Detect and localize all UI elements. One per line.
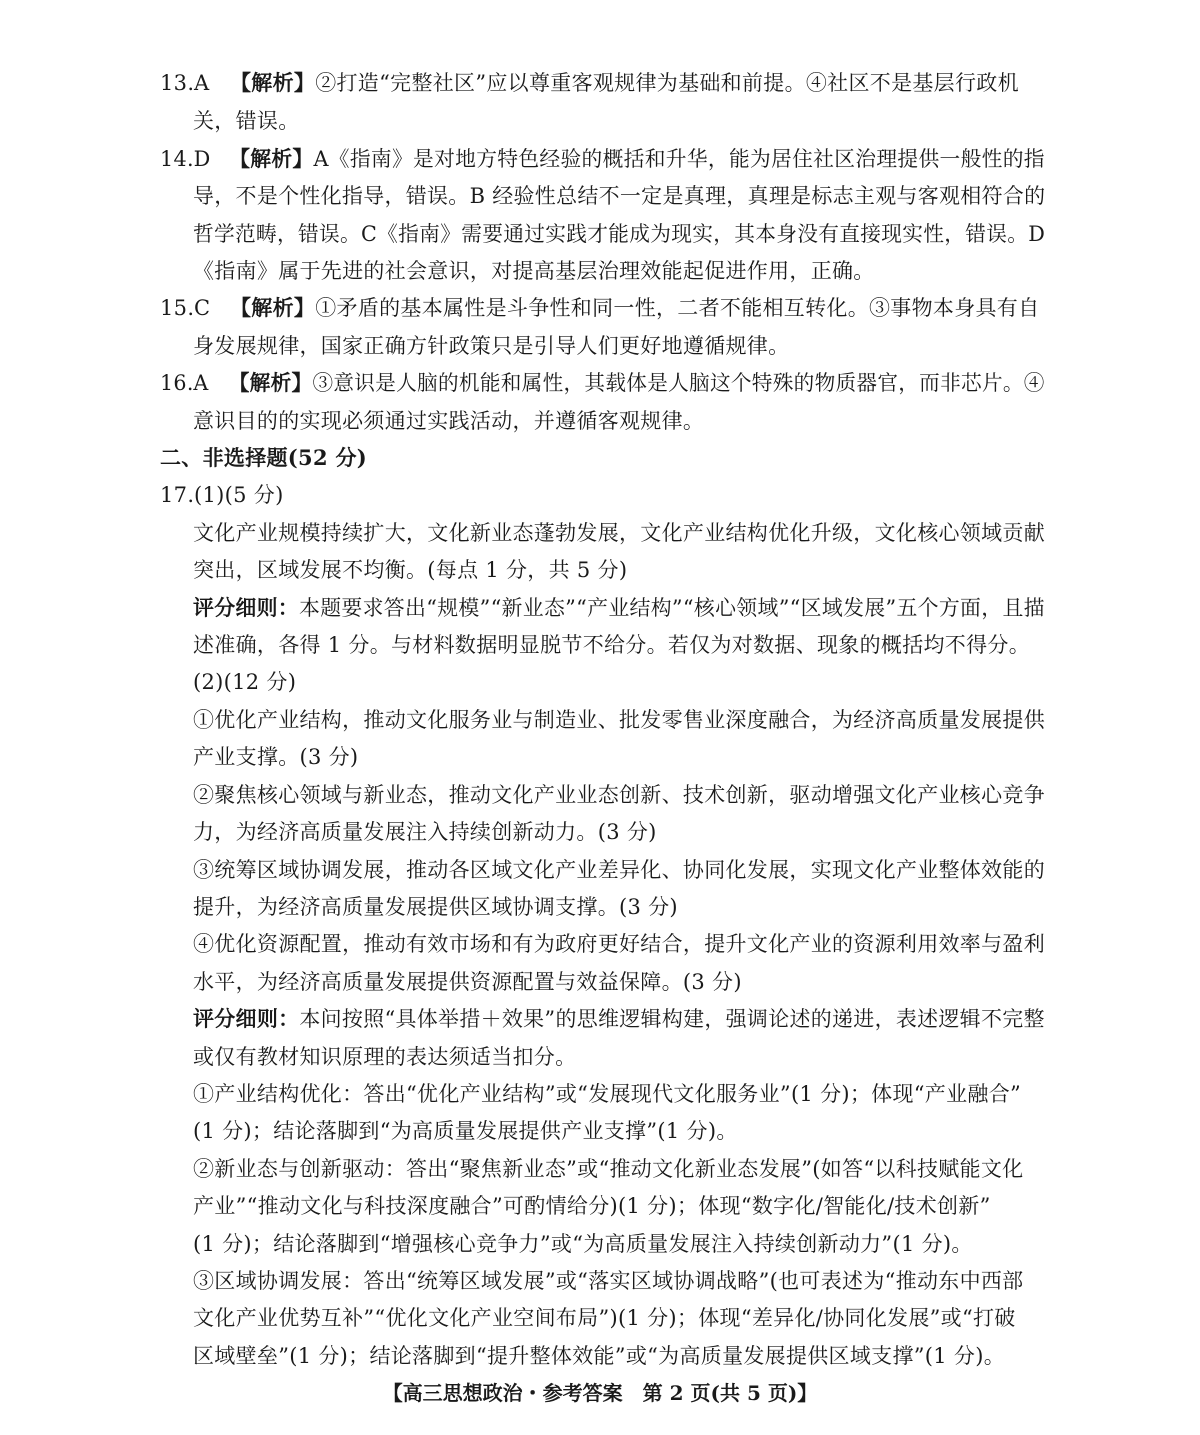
q17-p2-answer2-1: ②聚焦核心领域与新业态，推动文化产业业态创新、技术创新，驱动增强文化产业核心竞争 (193, 783, 1045, 807)
q15-answer: C (194, 296, 211, 320)
q17-p2-rule-2: 或仅有教材知识原理的表达须适当扣分。 (193, 1045, 577, 1069)
page-footer: 【高三思想政治・参考答案 第 2 页(共 5 页)】 (382, 1381, 818, 1405)
q17-part1-heading: (1)(5 分) (194, 483, 284, 507)
q13-line-1 (160, 69, 1019, 97)
q16-line-2: 意识目的的实现必须通过实践活动，并遵循客观规律。 (193, 409, 705, 433)
q17-p2-rule-item3-3: 区域壁垒”(1 分)；结论落脚到“提升整体效能”或“为高质量发展提供区域支撑”(1 分)。 (193, 1344, 1006, 1368)
q17-number: 17. (160, 483, 195, 507)
q17-p2-rule-item3-2: 文化产业优势互补”“优化文化产业空间布局”)(1 分)；体现“差异化/协同化发展”或“打破 (193, 1306, 1016, 1330)
q17-p2-answer3-1: ③统筹区域协调发展，推动各区域文化产业差异化、协同化发展，实现文化产业整体效能的 (193, 858, 1045, 882)
q17-p2-rule-item2-1: ②新业态与创新驱动：答出“聚焦新业态”或“推动文化新业态发展”(如答“以科技赋能文化 (193, 1157, 1024, 1181)
q13-number: 13. (160, 71, 195, 95)
q17-p2-answer1-2: 产业支撑。(3 分) (193, 745, 359, 769)
q16-number: 16. (160, 371, 194, 395)
q13-text: ②打造“完整社区”应以尊重客观规律为基础和前提。④社区不是基层行政机 (315, 71, 1019, 95)
q14-number: 14. (160, 147, 194, 171)
q17-p1-rule-label: 评分细则： (193, 595, 300, 620)
q17-p2-answer4-2: 水平，为经济高质量发展提供资源配置与效益保障。(3 分) (193, 970, 742, 994)
q13-answer: A (194, 71, 210, 95)
q17-p2-answer3-2: 提升，为经济高质量发展提供区域协调支撑。(3 分) (193, 895, 678, 919)
q13-line-2: 关，错误。 (193, 109, 300, 133)
q14-text: A《指南》是对地方特色经验的概括和升华，能为居住社区治理提供一般性的指 (313, 147, 1045, 171)
q17-p2-rule-item3-1: ③区域协调发展：答出“统筹区域发展”或“落实区域协调战略”(也可表述为“推动东中西部 (193, 1269, 1024, 1293)
q15-text: ①矛盾的基本属性是斗争性和同一性，二者不能相互转化。③事物本身具有自 (315, 296, 1040, 320)
q13-analysis-tag: 【解析】 (230, 70, 316, 95)
q17-p2-answer1-1: ①优化产业结构，推动文化服务业与制造业、批发零售业深度融合，为经济高质量发展提供 (193, 708, 1045, 732)
q15-analysis-tag: 【解析】 (230, 295, 316, 320)
q16-answer: A (193, 371, 209, 395)
q17-p2-answer2-2: 力，为经济高质量发展注入持续创新动力。(3 分) (193, 820, 657, 844)
q17-p2-rule-1 (193, 1005, 1045, 1033)
q17-part2-heading: (2)(12 分) (193, 670, 297, 694)
q17-line-1 (160, 481, 284, 509)
q14-answer: D (193, 147, 211, 171)
q17-p1-rule-2: 述准确，各得 1 分。与材料数据明显脱节不给分。若仅为对数据、现象的概括均不得分。 (193, 633, 1031, 657)
q17-p2-rule-item1-2: (1 分)；结论落脚到“为高质量发展提供产业支撑”(1 分)。 (193, 1119, 738, 1143)
q16-text: ③意识是人脑的机能和属性，其载体是人脑这个特殊的物质器官，而非芯片。④ (312, 371, 1045, 395)
q16-line-1 (160, 369, 1045, 397)
q15-line-1 (160, 294, 1039, 322)
q17-p2-rule-text: 本问按照“具体举措＋效果”的思维逻辑构建，强调论述的递进，表述逻辑不完整 (299, 1007, 1045, 1031)
q17-p2-answer4-1: ④优化资源配置，推动有效市场和有为政府更好结合，提升文化产业的资源利用效率与盈利 (193, 932, 1045, 956)
q17-p1-answer-2: 突出，区域发展不均衡。(每点 1 分，共 5 分) (193, 558, 628, 582)
q15-number: 15. (160, 296, 195, 320)
q14-line-3: 哲学范畴，错误。C《指南》需要通过实践才能成为现实，其本身没有直接现实性，错误。D (193, 222, 1046, 246)
q16-analysis-tag: 【解析】 (228, 370, 313, 395)
q14-line-1 (160, 145, 1045, 173)
q17-p1-rule-text: 本题要求答出“规模”“新业态”“产业结构”“核心领域”“区域发展”五个方面，且描 (299, 596, 1045, 620)
q17-p2-rule-item1-1: ①产业结构优化：答出“优化产业结构”或“发展现代文化服务业”(1 分)；体现“产业融合” (193, 1082, 1022, 1106)
section-heading: 二、非选择题(52 分) (160, 445, 368, 470)
q17-p2-rule-item2-2: 产业”“推动文化与科技深度融合”可酌情给分)(1 分)；体现“数字化/智能化/技术创新” (193, 1194, 991, 1218)
q17-p2-rule-item2-3: (1 分)；结论落脚到“增强核心竞争力”或“为高质量发展注入持续创新动力”(1 分)。 (193, 1232, 973, 1256)
q17-p2-rule-label: 评分细则： (193, 1006, 300, 1031)
q14-analysis-tag: 【解析】 (229, 146, 314, 171)
q14-line-4: 《指南》属于先进的社会意识，对提高基层治理效能起促进作用，正确。 (193, 259, 875, 283)
q17-p1-rule-1 (193, 594, 1045, 622)
q14-line-2: 导，不是个性化指导，错误。B 经验性总结不一定是真理，真理是标志主观与客观相符合的 (193, 184, 1046, 208)
q15-line-2: 身发展规律，国家正确方针政策只是引导人们更好地遵循规律。 (193, 334, 790, 358)
q17-p1-answer-1: 文化产业规模持续扩大，文化新业态蓬勃发展，文化产业结构优化升级，文化核心领域贡献 (193, 521, 1045, 545)
